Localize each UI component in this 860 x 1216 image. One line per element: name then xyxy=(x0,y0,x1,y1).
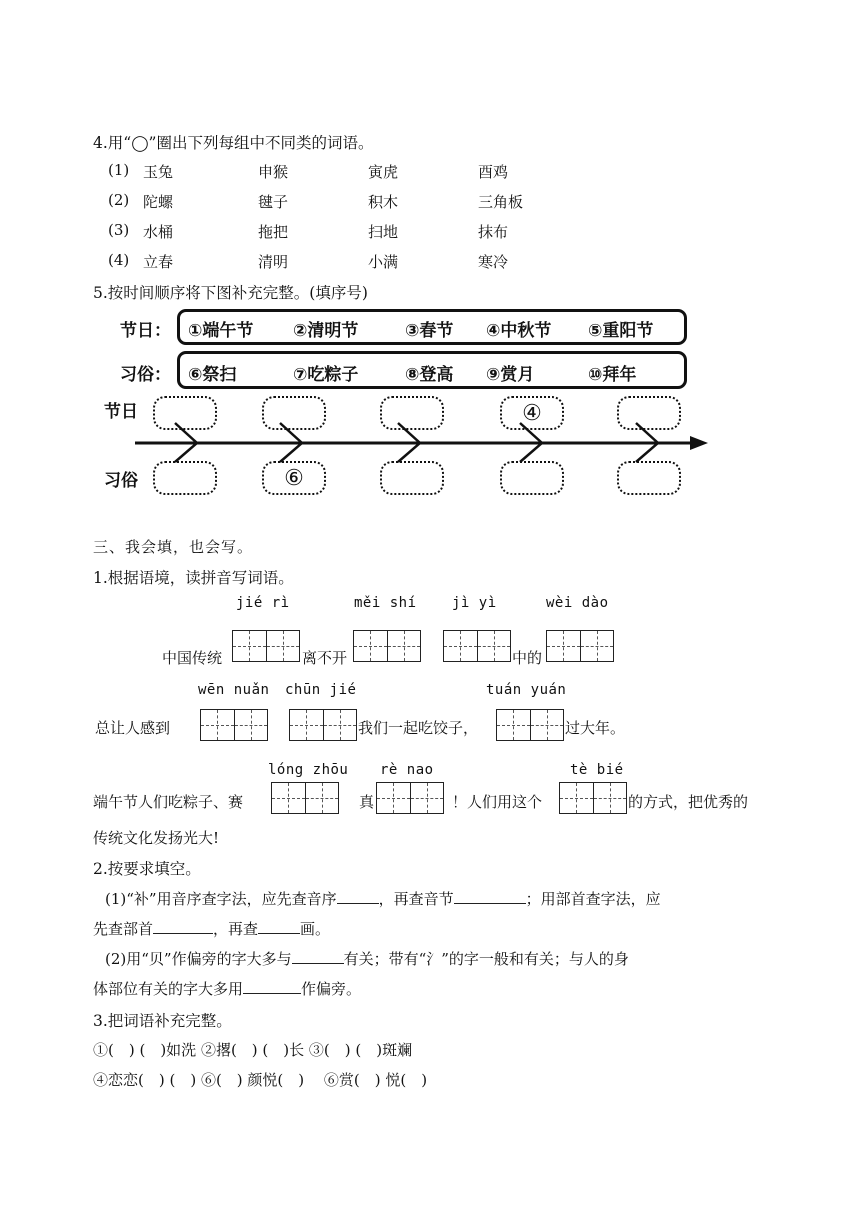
fill-paragraph-1 xyxy=(105,888,661,909)
festival-option: ③春节 xyxy=(405,321,454,341)
blank-huashu[interactable] xyxy=(258,919,300,934)
festival-option: ②清明节 xyxy=(293,321,359,341)
idiom-line-1[interactable]: ①( ) ( )如洗 ②撂( ) ( )长 ③( ) ( )斑斓 xyxy=(93,1041,413,1059)
festival-answer-box[interactable] xyxy=(153,396,217,430)
sentence-text: 的方式，把优秀的 xyxy=(628,793,749,811)
writing-grid-tuanyuan[interactable] xyxy=(496,709,564,741)
pinyin: tè bié xyxy=(570,762,624,778)
paragraph-text: (2)用“贝”作偏旁的字大多与 xyxy=(105,950,292,968)
pinyin: měi shí xyxy=(354,595,417,611)
idiom-line-2[interactable]: ④恋恋( ) ( ) ⑥( ) 颜悦( ) ⑥赏( ) 悦( ) xyxy=(93,1071,428,1089)
section-3-title: 三、我会填，也会写。 xyxy=(93,538,254,556)
fill-paragraph-2 xyxy=(105,948,629,969)
festival-option: ⑤重阳节 xyxy=(588,321,654,341)
sentence-text: 真 xyxy=(359,793,375,811)
q4-word[interactable]: 酉鸡 xyxy=(478,163,509,181)
pinyin: tuán yuán xyxy=(486,682,567,698)
blank-yinjie[interactable] xyxy=(454,889,526,904)
q4-word[interactable]: 寒冷 xyxy=(478,253,509,271)
paragraph-text: ，再查 xyxy=(213,920,259,938)
custom-answer-box[interactable]: ⑥ xyxy=(262,461,326,495)
timeline-svg xyxy=(0,0,860,520)
custom-option: ⑨赏月 xyxy=(486,365,535,385)
paragraph-text: ；用部首查字法，应 xyxy=(525,890,661,908)
blank-bei[interactable] xyxy=(292,949,344,964)
q4-word[interactable]: 立春 xyxy=(143,253,174,271)
festival-answer-box[interactable] xyxy=(380,396,444,430)
pinyin: wēn nuǎn xyxy=(198,682,270,698)
sentence-text: 离不开 xyxy=(302,649,348,667)
q4-word[interactable]: 水桶 xyxy=(143,223,174,241)
pinyin: rè nao xyxy=(380,762,434,778)
pinyin: jié rì xyxy=(236,595,290,611)
writing-grid-meishi[interactable] xyxy=(353,630,421,662)
q4-word[interactable]: 清明 xyxy=(258,253,289,271)
sentence-text: 端午节人们吃粽子、赛 xyxy=(93,793,244,811)
paragraph-text: ，再查音节 xyxy=(378,890,454,908)
paragraph-text: 画。 xyxy=(300,920,331,938)
paragraph-text: 有关；带有“氵”的字一般和有关；与人的身 xyxy=(343,950,629,968)
q4-word[interactable]: 拖把 xyxy=(258,223,289,241)
custom-label: 习俗： xyxy=(120,365,171,385)
q3-1-title: 1.根据语境，读拼音写词语。 xyxy=(93,569,294,587)
blank-pianpang[interactable] xyxy=(243,979,301,994)
custom-answer-box[interactable] xyxy=(380,461,444,495)
q4-word[interactable]: 积木 xyxy=(368,193,399,211)
custom-option: ⑧登高 xyxy=(405,365,454,385)
q4-word[interactable]: 扫地 xyxy=(368,223,399,241)
q4-row-3-num: (3) xyxy=(108,221,130,239)
custom-option: ⑥祭扫 xyxy=(188,365,237,385)
paragraph-text: 作偏旁。 xyxy=(301,980,362,998)
blank-bushou[interactable] xyxy=(153,919,213,934)
q4-row-1-num: (1) xyxy=(108,161,130,179)
pinyin: wèi dào xyxy=(546,595,609,611)
festival-answer-box[interactable]: ④ xyxy=(500,396,564,430)
sentence-text: 过大年。 xyxy=(565,719,626,737)
sentence-text: 我们一起吃饺子， xyxy=(358,719,479,737)
fill-paragraph-2-cont xyxy=(93,978,361,999)
writing-grid-jiyi[interactable] xyxy=(443,630,511,662)
custom-answer-box[interactable] xyxy=(153,461,217,495)
q4-word[interactable]: 抹布 xyxy=(478,223,509,241)
writing-grid-jieri[interactable] xyxy=(232,630,300,662)
pinyin: chūn jié xyxy=(285,682,357,698)
q4-word[interactable]: 寅虎 xyxy=(368,163,399,181)
festival-option: ④中秋节 xyxy=(486,321,552,341)
timeline-arrow-head xyxy=(690,436,708,450)
q4-word[interactable]: 申猴 xyxy=(258,163,289,181)
festival-answer-box[interactable] xyxy=(262,396,326,430)
custom-answer-box[interactable] xyxy=(617,461,681,495)
festival-option: ①端午节 xyxy=(188,321,254,341)
q3-2-title: 2.按要求填空。 xyxy=(93,860,201,878)
sentence-text: 传统文化发扬光大! xyxy=(93,829,220,847)
writing-grid-chunjie[interactable] xyxy=(289,709,357,741)
paragraph-text: 先查部首 xyxy=(93,920,154,938)
sentence-text: 中的 xyxy=(512,649,543,667)
writing-grid-wennuan[interactable] xyxy=(200,709,268,741)
paragraph-text: 体部位有关的字大多用 xyxy=(93,980,244,998)
custom-option: ⑦吃粽子 xyxy=(293,365,359,385)
writing-grid-renao[interactable] xyxy=(376,782,444,814)
blank-yinxu[interactable] xyxy=(337,889,379,904)
timeline-festival-label: 节日 xyxy=(104,402,138,422)
q4-word[interactable]: 玉兔 xyxy=(143,163,174,181)
pinyin: lóng zhōu xyxy=(268,762,349,778)
sentence-text: 总让人感到 xyxy=(95,719,171,737)
sentence-text: 中国传统 xyxy=(162,649,223,667)
fill-paragraph-1-cont xyxy=(93,918,330,939)
q4-word[interactable]: 三角板 xyxy=(478,193,524,211)
pinyin: jì yì xyxy=(452,595,497,611)
paragraph-text: (1)“补”用音序查字法，应先查音序 xyxy=(105,890,337,908)
writing-grid-weidao[interactable] xyxy=(546,630,614,662)
q4-row-2-num: (2) xyxy=(108,191,130,209)
writing-grid-tebie[interactable] xyxy=(559,782,627,814)
q3-3-title: 3.把词语补充完整。 xyxy=(93,1012,232,1030)
q4-row-4-num: (4) xyxy=(108,251,130,269)
custom-option: ⑩拜年 xyxy=(588,365,637,385)
q4-word[interactable]: 毽子 xyxy=(258,193,289,211)
q4-word[interactable]: 陀螺 xyxy=(143,193,174,211)
sentence-text: ！人们用这个 xyxy=(452,793,543,811)
q4-word[interactable]: 小满 xyxy=(368,253,399,271)
festival-answer-box[interactable] xyxy=(617,396,681,430)
festival-label: 节日： xyxy=(120,321,171,341)
timeline-custom-label: 习俗 xyxy=(104,471,138,491)
q4-title: 4.用“◯”圈出下列每组中不同类的词语。 xyxy=(93,134,374,152)
custom-answer-box[interactable] xyxy=(500,461,564,495)
writing-grid-longzhou[interactable] xyxy=(271,782,339,814)
q5-title: 5.按时间顺序将下图补充完整。(填序号) xyxy=(93,284,368,302)
